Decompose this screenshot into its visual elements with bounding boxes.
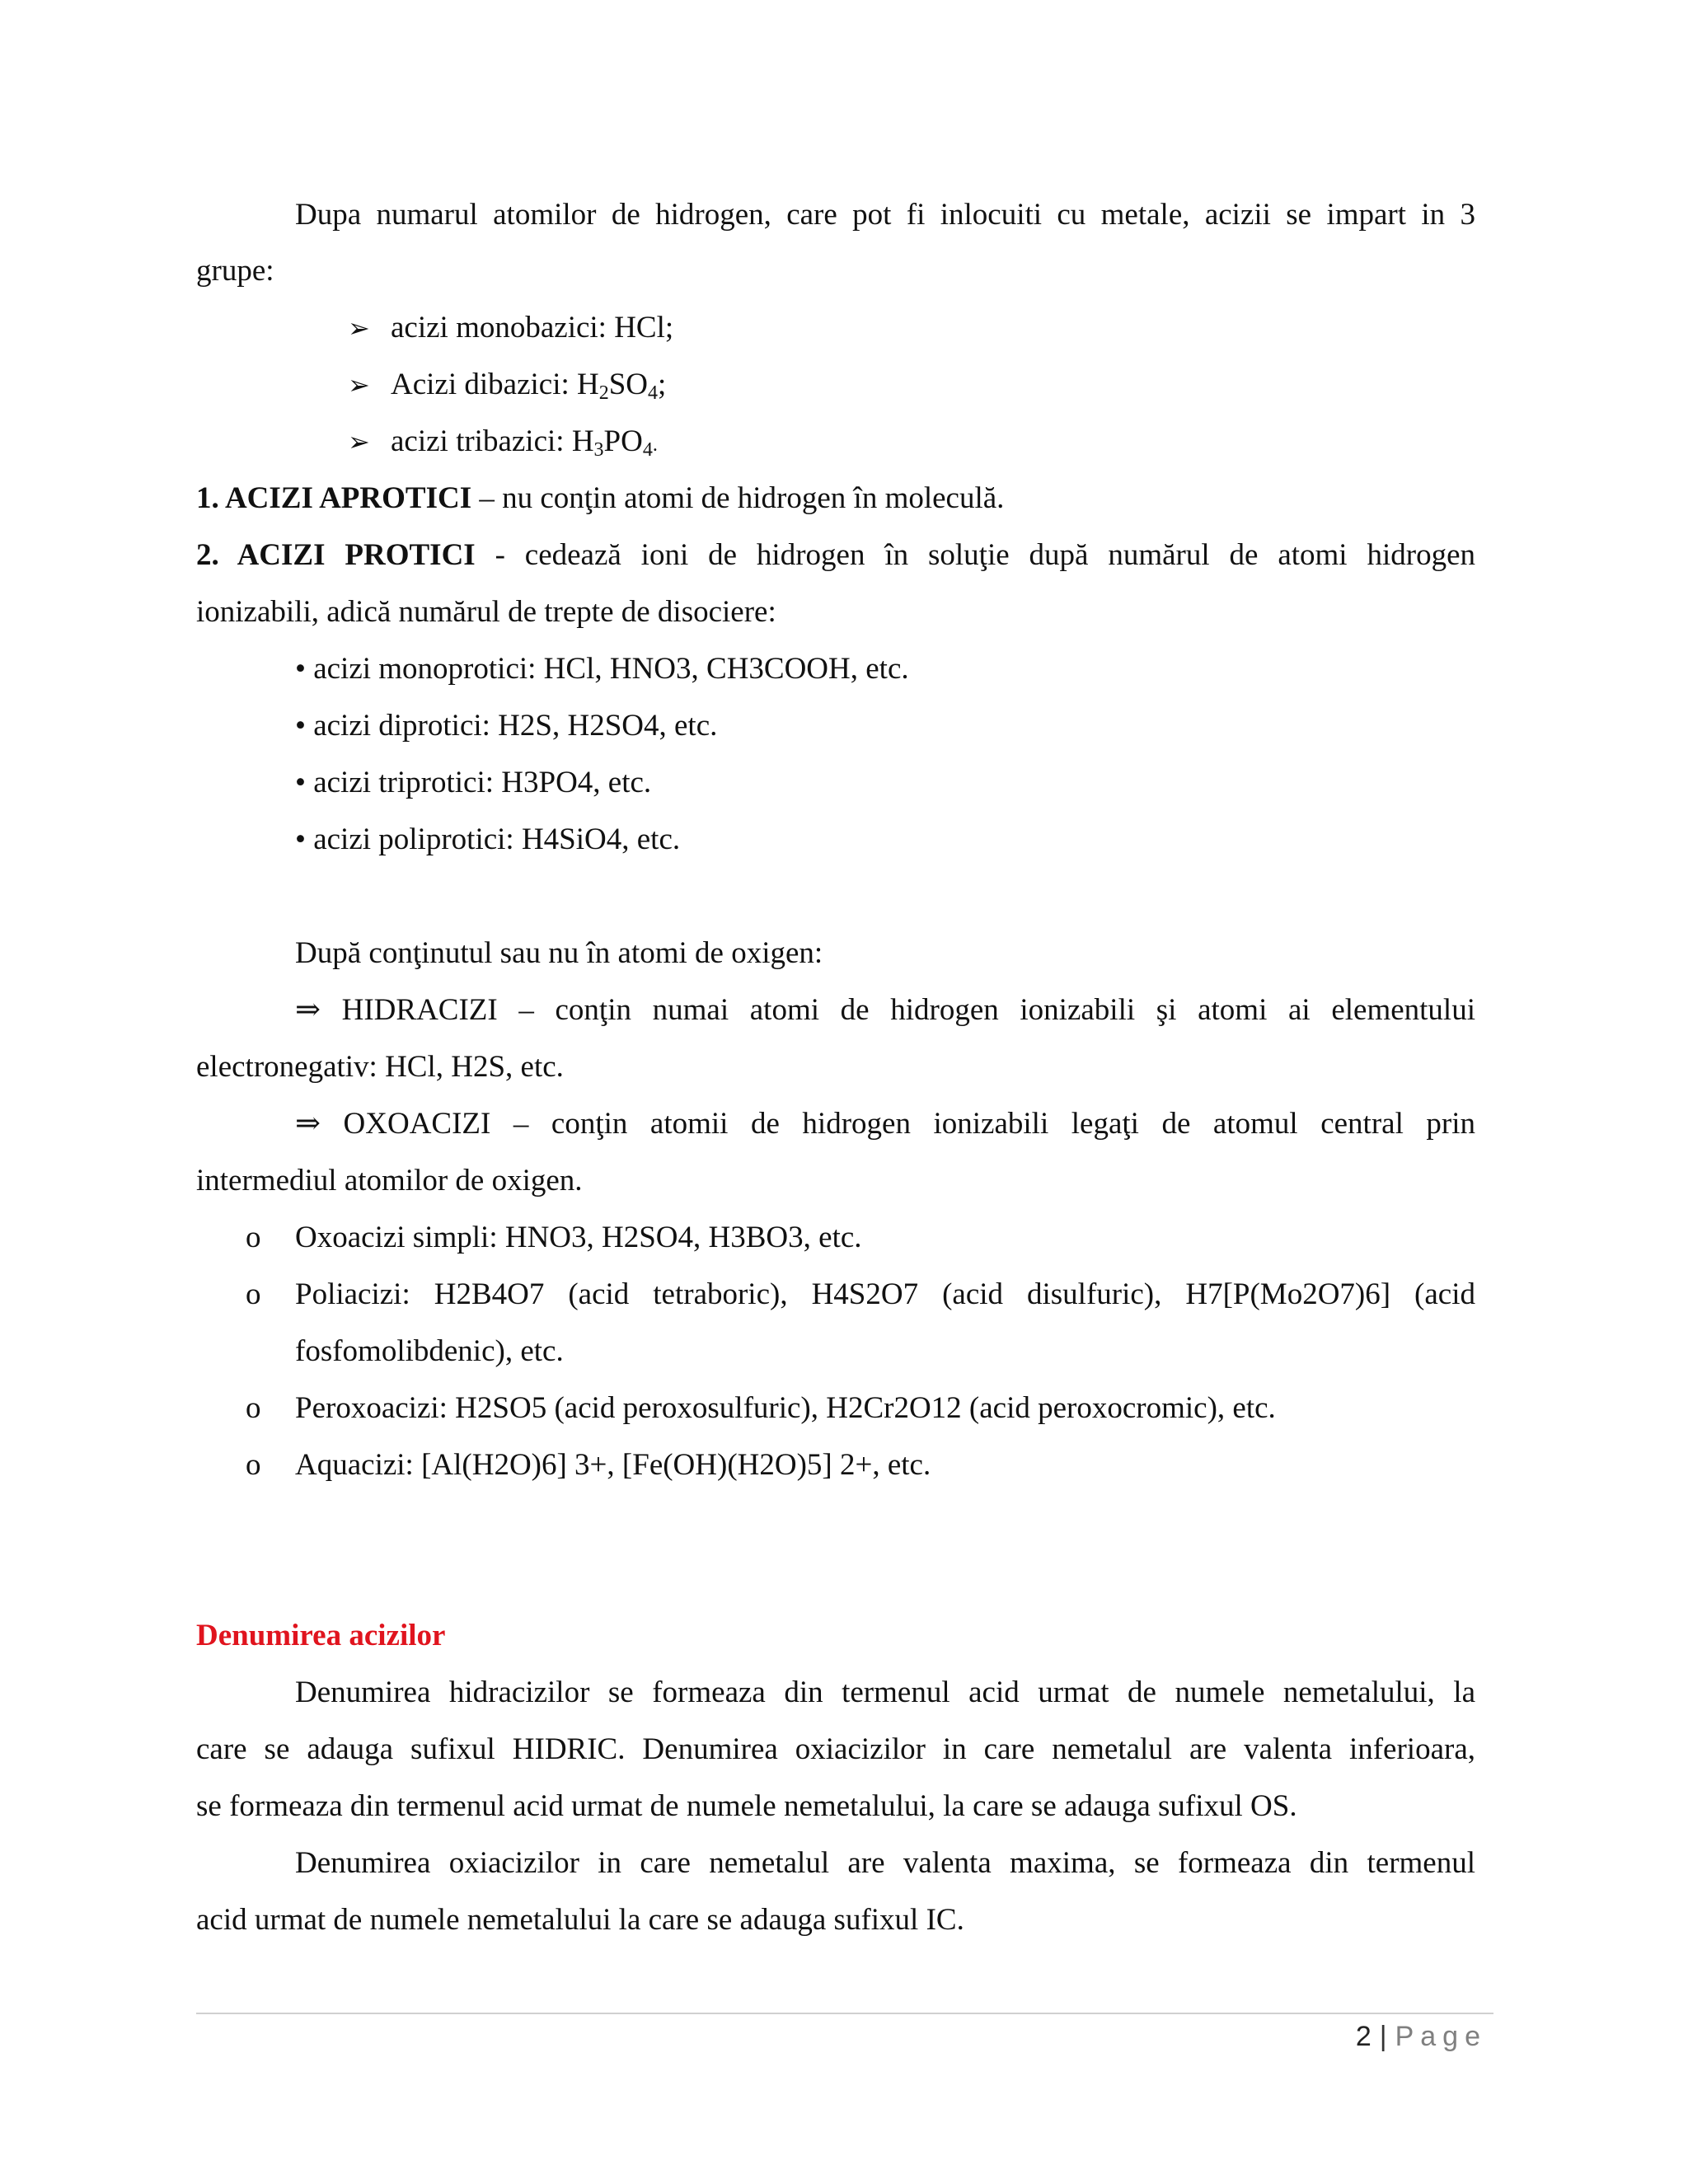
intro-line-1: Dupa numarul atomilor de hidrogen, care pot fi inlocuiti cu metale, acizii se impart in 3 <box>295 198 1475 232</box>
denumirea-line-5: acid urmat de numele nemetalului la care se adauga sufixul IC. <box>196 1903 964 1937</box>
intro-line-2: grupe: <box>196 254 274 288</box>
denumirea-line-1: Denumirea hidracizilor se formeaza din termenul acid urmat de numele nemetalului, la <box>295 1675 1475 1709</box>
footer-divider <box>196 2013 1493 2014</box>
group-item-dibazici: ➢ Acizi dibazici: $H_2SO_4$; <box>348 368 667 404</box>
list-item: Aquacizi: [Al(H2O)6] 3+, [Fe(OH)(H2O)5] 2+, etc. <box>295 1448 931 1482</box>
protici-heading: 2. ACIZI PROTICI <box>196 538 476 572</box>
list-item-continuation: fosfomolibdenic), etc. <box>295 1334 564 1368</box>
list-item: Oxoacizi simpli: HNO3, H2SO4, H3BO3, etc. <box>295 1221 862 1254</box>
circle-bullet-icon: o <box>246 1448 261 1482</box>
arrow-bullet-icon: ➢ <box>348 426 370 457</box>
oxoacizi-line-1: ⇒ OXOACIZI – conţin atomii de hidrogen ionizabili legaţi de atomul central prin <box>295 1107 1475 1141</box>
arrow-bullet-icon: ➢ <box>348 312 370 344</box>
denumirea-line-2: care se adauga sufixul HIDRIC. Denumirea oxiacizilor in care nemetalul are valenta inferioara, <box>196 1732 1475 1766</box>
denumirea-heading: Denumirea acizilor <box>196 1619 446 1652</box>
circle-bullet-icon: o <box>246 1277 261 1311</box>
denumirea-line-4: Denumirea oxiacizilor in care nemetalul are valenta maxima, se formeaza din termenul <box>295 1846 1475 1880</box>
aprotici-heading: 1. ACIZI APROTICI <box>196 481 472 515</box>
hidracizi-line-2: electronegativ: HCl, H2S, etc. <box>196 1050 564 1084</box>
circle-bullet-icon: o <box>246 1221 261 1254</box>
hidracizi-line-1: ⇒ HIDRACIZI – conţin numai atomi de hidrogen ionizabili şi atomi ai elementului <box>295 993 1475 1027</box>
list-item: Peroxoacizi: H2SO5 (acid peroxosulfuric), H2Cr2O12 (acid peroxocromic), etc. <box>295 1391 1276 1425</box>
denumirea-line-3: se formeaza din termenul acid urmat de numele nemetalului, la care se adauga sufixul OS. <box>196 1789 1297 1823</box>
group-item-monobazici: ➢ acizi monobazici: HCl; <box>348 309 673 347</box>
list-item: • acizi triprotici: H3PO4, etc. <box>295 766 652 799</box>
oxigen-intro: După conţinutul sau nu în atomi de oxigen: <box>295 936 823 970</box>
arrow-bullet-icon: ➢ <box>348 369 370 401</box>
list-item: • acizi poliprotici: H4SiO4, etc. <box>295 823 681 856</box>
group-item-tribazici: ➢ acizi tribazici: $H_3PO_4$. <box>348 424 658 461</box>
protici-line-2: ionizabili, adică numărul de trepte de disociere: <box>196 595 776 629</box>
oxoacizi-line-2: intermediul atomilor de oxigen. <box>196 1164 583 1197</box>
list-item: • acizi diprotici: H2S, H2SO4, etc. <box>295 709 718 743</box>
page-footer <box>1356 2018 1487 2055</box>
list-item: • acizi monoprotici: HCl, HNO3, CH3COOH, etc. <box>295 652 909 686</box>
protici-line-1: 2. ACIZI PROTICI - cedează ioni de hidrogen în soluţie după numărul de atomi hidrogen <box>196 538 1475 572</box>
footer-separator: | <box>1379 2021 1387 2052</box>
circle-bullet-icon: o <box>246 1391 261 1425</box>
aprotici-paragraph: 1. ACIZI APROTICI – nu conţin atomi de hidrogen în moleculă. <box>196 481 1005 515</box>
page-label: Page <box>1395 2021 1487 2052</box>
list-item: Poliacizi: H2B4O7 (acid tetraboric), H4S2O7 (acid disulfuric), H7[P(Mo2O7)6] (acid <box>295 1277 1475 1311</box>
page-number: 2 <box>1355 2021 1372 2052</box>
